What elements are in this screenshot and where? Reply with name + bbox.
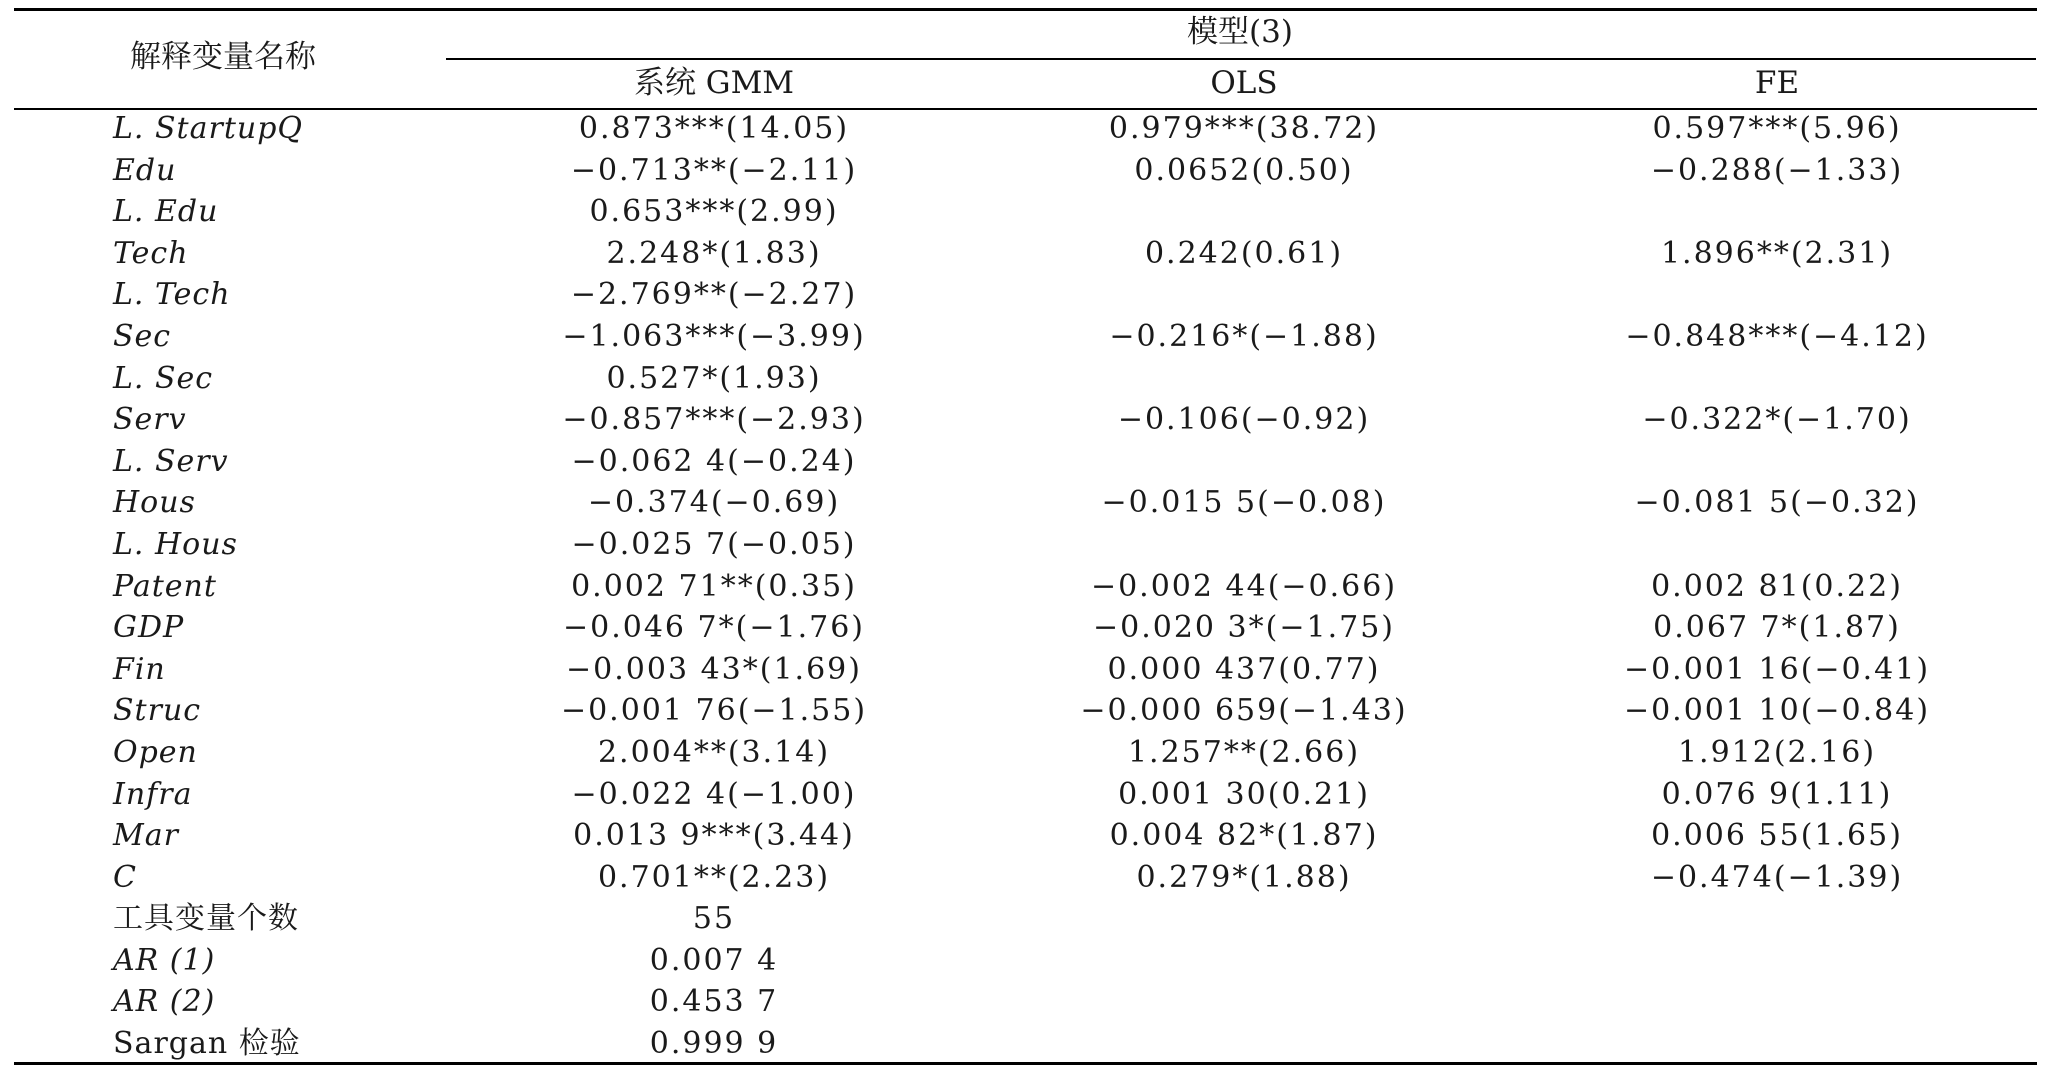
table-row	[0, 691, 2048, 733]
fe-value-cell: −0.288(−1.33)	[1650, 152, 1904, 188]
gmm-value-cell: −0.857***(−2.93)	[562, 402, 866, 438]
table-top-rule	[14, 8, 2037, 11]
table-body	[0, 109, 2048, 1066]
variable-name-cell: C	[113, 859, 137, 895]
model-group-header: 模型(3)	[1187, 14, 1293, 50]
variable-name-header: 解释变量名称	[130, 39, 316, 75]
gmm-value-cell: −0.713**(−2.11)	[570, 152, 858, 188]
variable-name-cell: Tech	[113, 235, 189, 271]
ols-value-cell: 0.000 437(0.77)	[1107, 651, 1381, 687]
fe-value-cell: 0.006 55(1.65)	[1651, 818, 1903, 854]
ols-value-cell: −0.216*(−1.88)	[1109, 318, 1379, 354]
ols-value-cell: −0.002 44(−0.66)	[1090, 568, 1398, 604]
ols-value-cell: 1.257**(2.66)	[1127, 734, 1361, 770]
table-row	[0, 192, 2048, 234]
table-row	[0, 400, 2048, 442]
ols-value-cell: −0.020 3*(−1.75)	[1093, 610, 1395, 646]
variable-name-cell: Patent	[113, 568, 217, 604]
table-row	[0, 567, 2048, 609]
variable-name-cell: L. StartupQ	[113, 111, 304, 146]
table-row	[0, 151, 2048, 193]
fe-value-cell: 0.076 9(1.11)	[1661, 776, 1893, 812]
gmm-value-cell: −0.025 7(−0.05)	[571, 526, 857, 562]
table-row	[0, 442, 2048, 484]
table-row	[0, 733, 2048, 775]
variable-name-cell: AR (2)	[113, 984, 216, 1020]
table-row	[0, 483, 2048, 525]
fe-value-cell: −0.001 16(−0.41)	[1623, 651, 1931, 687]
fe-value-cell: 1.912(2.16)	[1677, 734, 1877, 770]
ols-value-cell: −0.106(−0.92)	[1117, 402, 1371, 438]
gmm-value-cell: −0.001 76(−1.55)	[560, 693, 868, 729]
fe-value-cell: −0.474(−1.39)	[1650, 859, 1904, 895]
table-row	[0, 234, 2048, 276]
variable-name-cell: L. Serv	[113, 443, 229, 479]
gmm-value-cell: 0.002 71**(0.35)	[571, 568, 857, 604]
table-row	[0, 1024, 2048, 1066]
table-row	[0, 816, 2048, 858]
gmm-value-cell: 0.999 9	[649, 1026, 779, 1062]
table-row	[0, 275, 2048, 317]
table-row	[0, 650, 2048, 692]
gmm-value-cell: −0.374(−0.69)	[587, 485, 841, 521]
gmm-value-cell: −2.769**(−2.27)	[570, 277, 858, 313]
ols-value-cell: 0.001 30(0.21)	[1118, 776, 1370, 812]
gmm-value-cell: −0.022 4(−1.00)	[571, 776, 857, 812]
variable-name-cell: L. Hous	[113, 526, 238, 562]
table-row	[0, 525, 2048, 567]
table-row	[0, 317, 2048, 359]
ols-value-cell: 0.0652(0.50)	[1134, 152, 1354, 188]
variable-name-cell: L. Tech	[113, 277, 231, 313]
variable-name-cell: Sec	[113, 318, 172, 354]
variable-name-cell: Edu	[113, 152, 177, 188]
column-header-ols: OLS	[1210, 65, 1278, 101]
fe-value-cell: 0.597***(5.96)	[1652, 111, 1902, 146]
fe-value-cell: −0.081 5(−0.32)	[1634, 485, 1920, 521]
ols-value-cell: 0.004 82*(1.87)	[1109, 818, 1379, 854]
table-row	[0, 608, 2048, 650]
fe-value-cell: 1.896**(2.31)	[1660, 235, 1894, 271]
column-header-fe: FE	[1754, 65, 1800, 101]
gmm-value-cell: 0.873***(14.05)	[578, 111, 850, 146]
ols-value-cell: 0.279*(1.88)	[1136, 859, 1352, 895]
table-row	[0, 858, 2048, 900]
variable-name-cell: L. Edu	[113, 194, 219, 230]
gmm-value-cell: 55	[692, 901, 736, 937]
variable-name-cell: Infra	[113, 776, 193, 812]
table-bottom-rule	[14, 1062, 2037, 1065]
gmm-value-cell: −1.063***(−3.99)	[562, 318, 866, 354]
gmm-value-cell: 2.248*(1.83)	[606, 235, 822, 271]
fe-value-cell: −0.848***(−4.12)	[1625, 318, 1929, 354]
variable-name-cell: Open	[113, 734, 198, 770]
table-row	[0, 982, 2048, 1024]
fe-value-cell: −0.322*(−1.70)	[1642, 402, 1912, 438]
variable-name-cell: Sargan 检验	[113, 1026, 301, 1062]
fe-value-cell: 0.002 81(0.22)	[1651, 568, 1903, 604]
gmm-value-cell: −0.003 43*(1.69)	[566, 651, 862, 687]
variable-name-cell: 工具变量个数	[113, 901, 299, 937]
gmm-value-cell: 0.453 7	[649, 984, 779, 1020]
table-row	[0, 775, 2048, 817]
variable-name-cell: Fin	[113, 651, 166, 687]
group-header-rule	[446, 58, 2036, 60]
variable-name-cell: AR (1)	[113, 942, 216, 978]
variable-name-cell: Serv	[113, 402, 187, 438]
table-row	[0, 359, 2048, 401]
table-row	[0, 941, 2048, 983]
ols-value-cell: 0.979***(38.72)	[1108, 111, 1380, 146]
ols-value-cell: 0.242(0.61)	[1144, 235, 1344, 271]
gmm-value-cell: 2.004**(3.14)	[597, 734, 831, 770]
gmm-value-cell: 0.701**(2.23)	[597, 859, 831, 895]
gmm-value-cell: 0.527*(1.93)	[606, 360, 822, 396]
gmm-value-cell: 0.007 4	[649, 942, 779, 978]
table-row	[0, 109, 2048, 151]
ols-value-cell: −0.000 659(−1.43)	[1080, 693, 1408, 729]
table-row	[0, 899, 2048, 941]
gmm-value-cell: 0.653***(2.99)	[589, 194, 839, 230]
gmm-value-cell: −0.046 7*(−1.76)	[563, 610, 865, 646]
column-header-gmm: 系统 GMM	[633, 65, 795, 101]
variable-name-cell: GDP	[113, 610, 185, 646]
variable-name-cell: Struc	[113, 693, 202, 729]
ols-value-cell: −0.015 5(−0.08)	[1101, 485, 1387, 521]
fe-value-cell: −0.001 10(−0.84)	[1623, 693, 1931, 729]
gmm-value-cell: 0.013 9***(3.44)	[573, 818, 855, 854]
gmm-value-cell: −0.062 4(−0.24)	[571, 443, 857, 479]
fe-value-cell: 0.067 7*(1.87)	[1653, 610, 1901, 646]
variable-name-cell: L. Sec	[113, 360, 214, 396]
variable-name-cell: Hous	[113, 485, 196, 521]
variable-name-cell: Mar	[113, 818, 179, 854]
